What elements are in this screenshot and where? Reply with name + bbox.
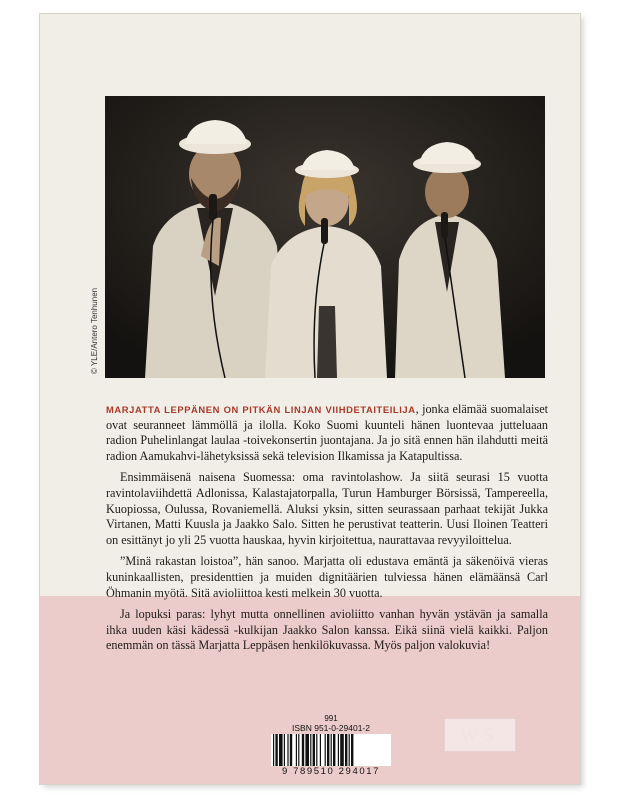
photo-credit: © YLE/Antero Tenhunen xyxy=(90,287,99,374)
blurb-paragraph-1-rest: , jonka elämää suomalaiset ovat seuranneet lämmöllä ja ilolla. Koko Suomi kuunteli hänen luontevaa jutteluaan radion Puhelinlangat laulaa -toivekonsertin juontajana. Ja jo sitä ennen hän ilahdutti meitä radion Aamukahvi-lähetyksissä sekä television Ilkamissa ja Katapultissa. xyxy=(106,402,548,463)
publisher-logo-icon: WS xyxy=(444,718,516,752)
book-back-cover xyxy=(40,14,580,784)
blurb-text xyxy=(106,402,548,660)
blurb-paragraph-1 xyxy=(106,402,548,464)
blurb-paragraph-2: Ensimmäisenä naisena Suomessa: oma ravintolashow. Ja siitä seurasi 15 vuotta ravintolaviihdettä Adlonissa, Kalastajatorpalla, Turun Hamburger Börsissä, Tampereella, Kuopiossa, Oulussa, Rovaniemellä. Aluksi yksin, sitten seurassaan parhaat tekijät Jukka Virtanen, Matti Kuusla ja Jaakko Salo. Sitten he perustivat teatterin. Uusi Iloinen Teatteri on esittänyt jo yli 25 vuotta hauskaa, hyvin kirjoitettua, naurattavaa revyyiloittelua. xyxy=(106,470,548,547)
blurb-paragraph-3: ”Minä rakastan loistoa”, hän sanoo. Marjatta oli edustava emäntä ja säkenöivä vieras kuninkaallisten, presidenttien ja muiden dignitäärien tulviessa hänen elämäänsä Carl Öhmanin myötä. Sitä avioliittoa kesti melkein 30 vuotta. xyxy=(106,554,548,600)
blurb-paragraph-4: Ja lopuksi paras: lyhyt mutta onnellinen avioliitto vanhan hyvän ystävän ja samalla ihka uuden käsi kädessä -kulkijan Jaakko Salon kanssa. Eikä siinä vielä kaikki. Paljon enemmän on tässä Marjatta Leppäsen henkilökuvassa. Myös paljon valokuvia! xyxy=(106,607,548,653)
price-code: 991 xyxy=(324,714,338,723)
isbn-label: ISBN 951-0-29401-2 xyxy=(292,723,370,733)
barcode-area xyxy=(256,714,406,782)
photo-three-performers-image xyxy=(105,96,545,378)
cover-photo xyxy=(105,96,545,378)
barcode-digits: 9 789510 294017 xyxy=(282,766,380,777)
barcode-icon xyxy=(271,734,391,766)
blurb-lead: MARJATTA LEPPÄNEN ON PITKÄN LINJAN VIIHDETAITEILIJA xyxy=(106,404,416,415)
